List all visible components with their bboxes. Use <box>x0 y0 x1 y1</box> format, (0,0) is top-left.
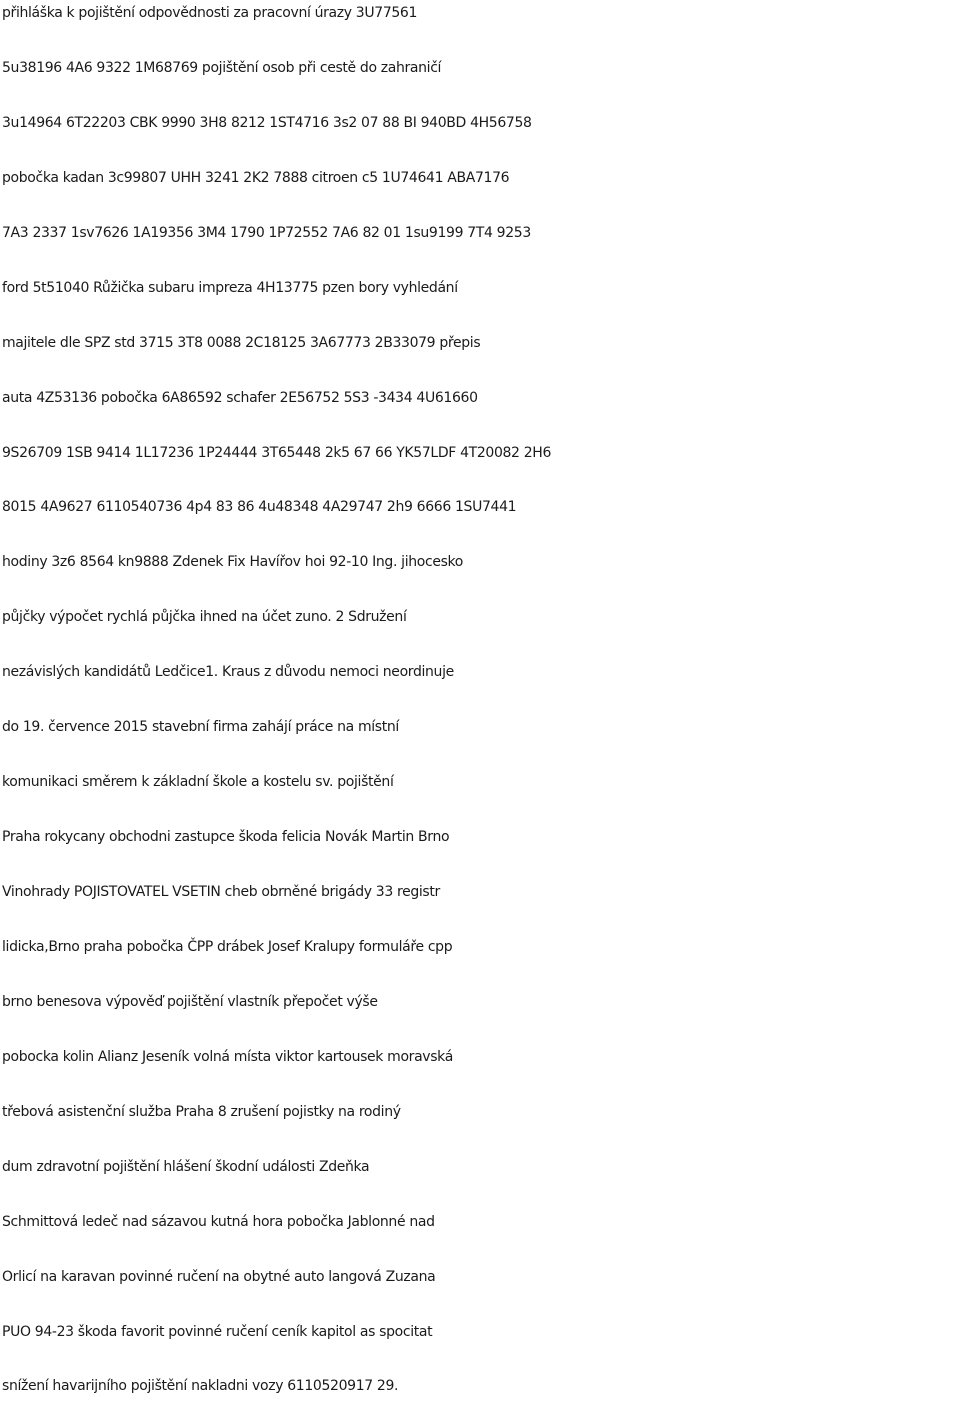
text-line: Orlicí na karavan povinné ručení na obytné auto langová Zuzana <box>2 1268 436 1285</box>
text-line: komunikaci směrem k základní škole a kostelu sv. pojištění <box>2 774 394 791</box>
text-line: PUO 94-23 škoda favorit povinné ručení ceník kapitol as spocitat <box>2 1323 433 1340</box>
text-line: nezávislých kandidátů Ledčice1. Kraus z důvodu nemoci neordinuje <box>2 664 454 681</box>
text-line: třebová asistenční služba Praha 8 zrušení pojistky na rodiný <box>2 1103 401 1120</box>
text-line: půjčky výpočet rychlá půjčka ihned na účet zuno. 2 Sdružení <box>2 609 407 626</box>
text-line: majitele dle SPZ std 3715 3T8 0088 2C18125 3A67773 2B33079 přepis <box>2 334 481 351</box>
text-line: Schmittová ledeč nad sázavou kutná hora pobočka Jablonné nad <box>2 1213 435 1230</box>
text-line: přihláška k pojištění odpovědnosti za pracovní úrazy 3U77561 <box>2 5 418 21</box>
text-line: 9S26709 1SB 9414 1L17236 1P24444 3T65448 2k5 67 66 YK57LDF 4T20082 2H6 <box>2 444 552 461</box>
text-line: Praha rokycany obchodni zastupce škoda felicia Novák Martin Brno <box>2 829 450 846</box>
text-line: Vinohrady POJISTOVATEL VSETIN cheb obrněné brigády 33 registr <box>2 884 440 900</box>
document-body <box>2 0 958 1414</box>
text-line: hodiny 3z6 8564 kn9888 Zdenek Fix Havířov hoi 92-10 Ing. jihocesko <box>2 554 463 571</box>
text-line: lidicka,Brno praha pobočka ČPP drábek Josef Kralupy formuláře cpp <box>2 938 453 955</box>
text-line: pobočka kadan 3c99807 UHH 3241 2K2 7888 citroen c5 1U74641 ABA7176 <box>2 169 510 186</box>
text-line: brno benesova výpověď pojištění vlastník přepočet výše <box>2 993 378 1010</box>
text-line: 5u38196 4A6 9322 1M68769 pojištění osob při cestě do zahraničí <box>2 59 442 76</box>
text-line: snížení havarijního pojištění nakladni vozy 6110520917 29. <box>2 1378 399 1395</box>
text-line: 7A3 2337 1sv7626 1A19356 3M4 1790 1P72552 7A6 82 01 1su9199 7T4 9253 <box>2 224 531 241</box>
text-line: 8015 4A9627 6110540736 4p4 83 86 4u48348 4A29747 2h9 6666 1SU7441 <box>2 499 517 516</box>
text-line: 3u14964 6T22203 CBK 9990 3H8 8212 1ST4716 3s2 07 88 BI 940BD 4H56758 <box>2 114 532 131</box>
text-line: do 19. července 2015 stavební firma zahájí práce na místní <box>2 719 399 736</box>
text-line: ford 5t51040 Růžička subaru impreza 4H13775 pzen bory vyhledání <box>2 279 458 296</box>
text-line: dum zdravotní pojištění hlášení škodní události Zdeňka <box>2 1158 370 1175</box>
text-line: pobocka kolin Alianz Jeseník volná místa viktor kartousek moravská <box>2 1048 453 1065</box>
text-line: auta 4Z53136 pobočka 6A86592 schafer 2E56752 5S3 -3434 4U61660 <box>2 389 478 406</box>
